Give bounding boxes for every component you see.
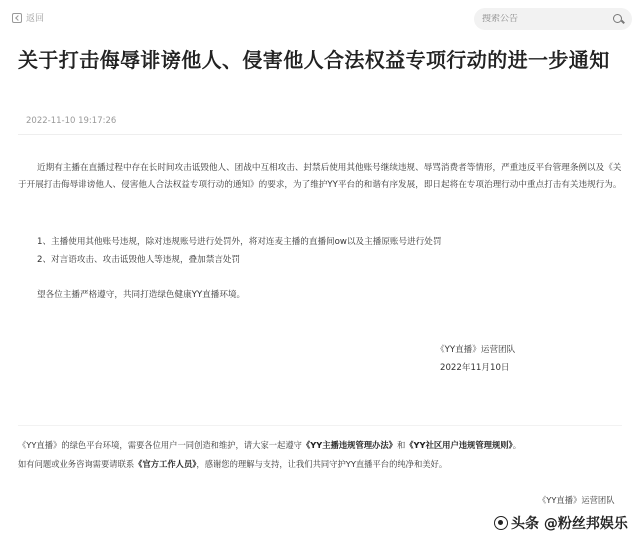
article-list-item-2: 2、对言语攻击、攻击诋毁他人等违规，叠加禁言处罚: [37, 255, 241, 265]
article-list-item-1: 1、主播使用其他账号违规，除对违规账号进行处罚外，将对连麦主播的直播间ow以及主播原账号进行处罚: [37, 237, 442, 247]
watermark-text: 头条 @粉丝邦娱乐: [511, 516, 628, 532]
notice-text: 。: [512, 440, 521, 450]
rules-link-community[interactable]: 《YY社区用户违规管理规则》: [405, 440, 513, 450]
back-arrow-icon: [12, 13, 22, 23]
article-paragraph-1: 近期有主播在直播过程中存在长时间攻击诋毁他人、团战中互相攻击、封禁后使用其他账号继续违规、辱骂消费者等情形，严重违反平台管理条例以及《关于开展打击侮辱诽谤他人、侵害他人合法权益专项行动的通知》的要求，为了维护YY平台的和谐有序发展，即日起将在专项治理行动中重点打击有关违规行为。: [18, 163, 622, 190]
search-input[interactable]: [482, 14, 613, 24]
official-staff-link[interactable]: 《官方工作人员》: [134, 459, 197, 469]
rules-link-anchor-management[interactable]: 《YY主播违规管理办法》: [301, 440, 397, 450]
footer-signature: 《YY直播》运营团队: [538, 495, 615, 505]
toutiao-logo-icon: [494, 516, 508, 530]
notice-text: 《YY直播》的绿色平台环境，需要各位用户一同创造和维护，请大家一起遵守: [18, 440, 302, 450]
divider: [18, 425, 622, 426]
publish-date: 2022-11-10 19:17:26: [26, 116, 117, 126]
top-bar: [0, 0, 640, 38]
divider: [18, 134, 622, 135]
back-button[interactable]: [12, 11, 44, 24]
signature-team: 《YY直播》运营团队: [436, 345, 516, 355]
signature-date: 2022年11月10日: [440, 363, 510, 373]
watermark: [494, 513, 628, 533]
notice-text: 如有问题或业务咨询需要请联系: [18, 459, 135, 469]
search-box[interactable]: [474, 8, 632, 30]
page-title: 关于打击侮辱诽谤他人、侵害他人合法权益专项行动的进一步通知: [18, 48, 610, 72]
back-label: 返回: [26, 14, 45, 24]
notice-text: ，感谢您的理解与支持，让我们共同守护YY直播平台的纯净和美好。: [196, 459, 448, 469]
notice-line-2: [18, 456, 628, 472]
notice-line-1: [18, 437, 628, 453]
article-paragraph-3: 望各位主播严格遵守，共同打造绿色健康YY直播环境。: [37, 290, 246, 300]
notice-text: 和: [396, 440, 406, 450]
search-icon[interactable]: [613, 14, 624, 25]
